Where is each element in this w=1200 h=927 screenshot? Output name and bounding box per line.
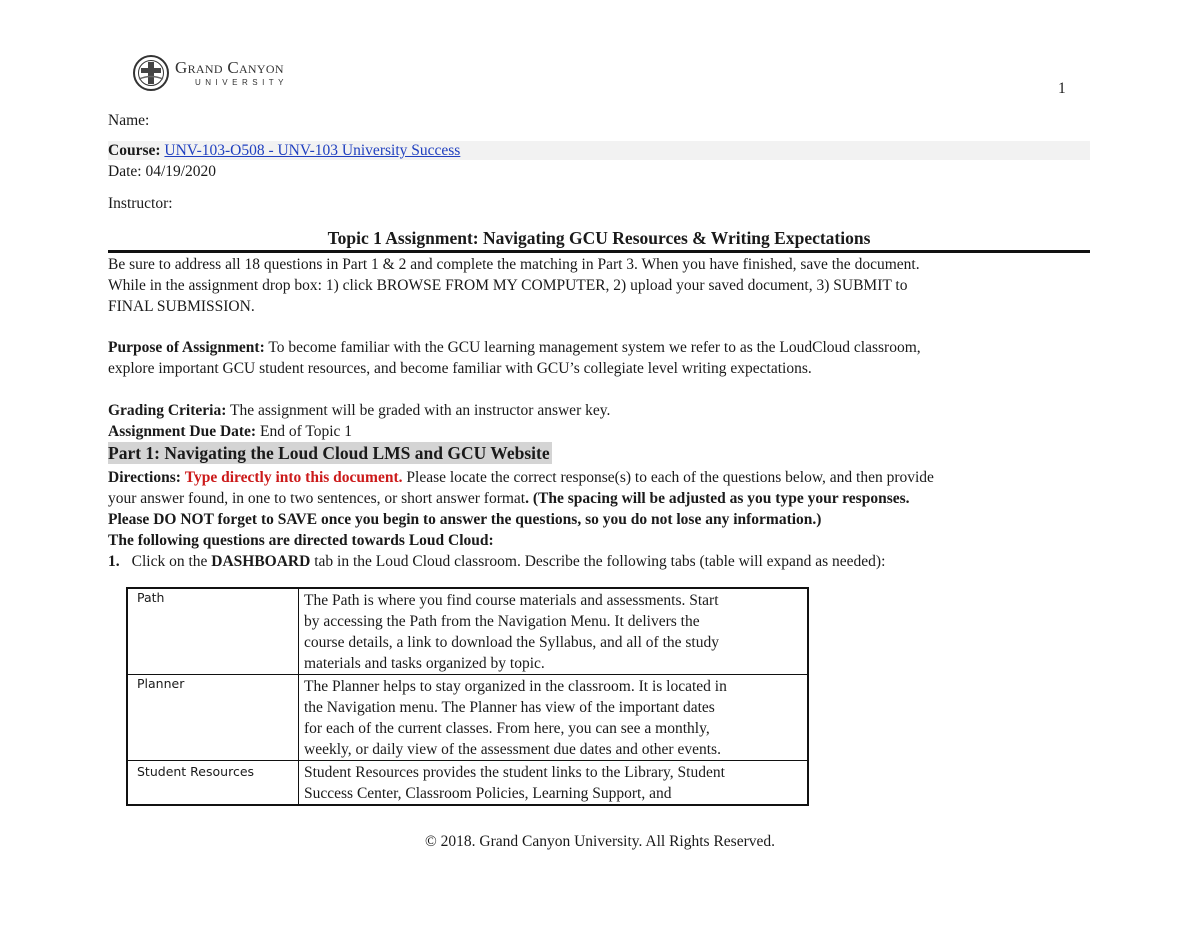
question-text: Click on the [131, 553, 212, 570]
page-number: 1 [1058, 80, 1066, 97]
due-label: Assignment Due Date: [108, 423, 257, 440]
description-line: The Planner helps to stay organized in the classroom. It is located in [304, 678, 727, 695]
directions-text: Please locate the correct response(s) to each of the questions below, and then provide [402, 469, 934, 486]
description-line: for each of the current classes. From here, you can see a monthly, [304, 720, 710, 737]
date-line: Date: 04/19/2020 [108, 163, 217, 180]
grading-text: The assignment will be graded with an instructor answer key. [226, 402, 611, 419]
purpose-text: explore important GCU student resources, and become familiar with GCU’s collegiate level writing expectations. [108, 360, 812, 377]
directions-note: . (The spacing will be adjusted as you type your responses. [525, 490, 910, 507]
grading-label: Grading Criteria: [108, 402, 227, 419]
intro-line: FINAL SUBMISSION. [108, 298, 255, 315]
copyright-footer: © 2018. Grand Canyon University. All Rights Reserved. [424, 833, 775, 850]
due-text: End of Topic 1 [256, 423, 353, 440]
question-1 [108, 551, 1098, 572]
description-line: Student Resources provides the student links to the Library, Student [304, 764, 725, 781]
purpose-text: To become familiar with the GCU learning management system we refer to as the LoudCloud classroom, [264, 339, 921, 356]
description-line: weekly, or daily view of the assessment due dates and other events. [304, 741, 721, 758]
course-link[interactable]: UNV-103-O508 - UNV-103 University Success [164, 142, 461, 159]
university-seal-icon [131, 54, 171, 92]
intro-line: Be sure to address all 18 questions in Part 1 & 2 and complete the matching in Part 3. When you have finished, save the document. [108, 256, 920, 273]
intro-line: While in the assignment drop box: 1) click BROWSE FROM MY COMPUTER, 2) upload your saved document, 3) SUBMIT to [108, 277, 908, 294]
logo-name: Grand Canyon [175, 58, 284, 77]
course-label: Course: [108, 142, 161, 159]
table-row [127, 761, 808, 806]
questions-intro: The following questions are directed towards Loud Cloud: [108, 532, 494, 549]
directions-highlight: Type directly into this document. [184, 469, 403, 486]
row-description[interactable] [299, 761, 809, 806]
description-line: materials and tasks organized by topic. [304, 655, 545, 672]
university-logo [131, 54, 288, 92]
description-line: by accessing the Path from the Navigation Menu. It delivers the [304, 613, 700, 630]
name-label: Name: [108, 112, 150, 129]
directions-paragraph [108, 467, 1098, 572]
row-label: Planner [127, 675, 299, 761]
question-keyword: DASHBOARD [211, 553, 311, 570]
intro-paragraph [108, 254, 1098, 317]
description-line: Success Center, Classroom Policies, Learning Support, and [304, 785, 672, 802]
assignment-title: Topic 1 Assignment: Navigating GCU Resources & Writing Expectations [327, 228, 871, 248]
table-row [127, 675, 808, 761]
directions-text: your answer found, in one to two sentences, or short answer format [108, 490, 526, 507]
row-description[interactable] [299, 675, 809, 761]
grading-criteria [108, 400, 1098, 421]
purpose-paragraph [108, 337, 1098, 379]
description-line: The Path is where you find course materials and assessments. Start [304, 592, 719, 609]
directions-label: Directions: [108, 469, 181, 486]
course-line [108, 142, 460, 160]
dashboard-tabs-table [126, 587, 809, 806]
question-text: tab in the Loud Cloud classroom. Describe the following tabs (table will expand as needed): [310, 553, 886, 570]
logo-subtitle: UNIVERSITY [195, 78, 289, 87]
row-label: Student Resources [127, 761, 299, 806]
row-label: Path [127, 588, 299, 675]
title-divider [108, 250, 1090, 253]
description-line: the Navigation menu. The Planner has view of the important dates [304, 699, 715, 716]
row-description[interactable] [299, 588, 809, 675]
description-line: course details, a link to download the Syllabus, and all of the study [304, 634, 719, 651]
due-date [108, 421, 1098, 442]
instructor-label: Instructor: [108, 195, 173, 212]
table-row [127, 588, 808, 675]
question-number: 1. [108, 553, 120, 570]
directions-note: Please DO NOT forget to SAVE once you begin to answer the questions, so you do not lose any information.) [108, 511, 822, 528]
part1-heading: Part 1: Navigating the Loud Cloud LMS and GCU Website [108, 443, 550, 463]
purpose-label: Purpose of Assignment: [108, 339, 265, 356]
